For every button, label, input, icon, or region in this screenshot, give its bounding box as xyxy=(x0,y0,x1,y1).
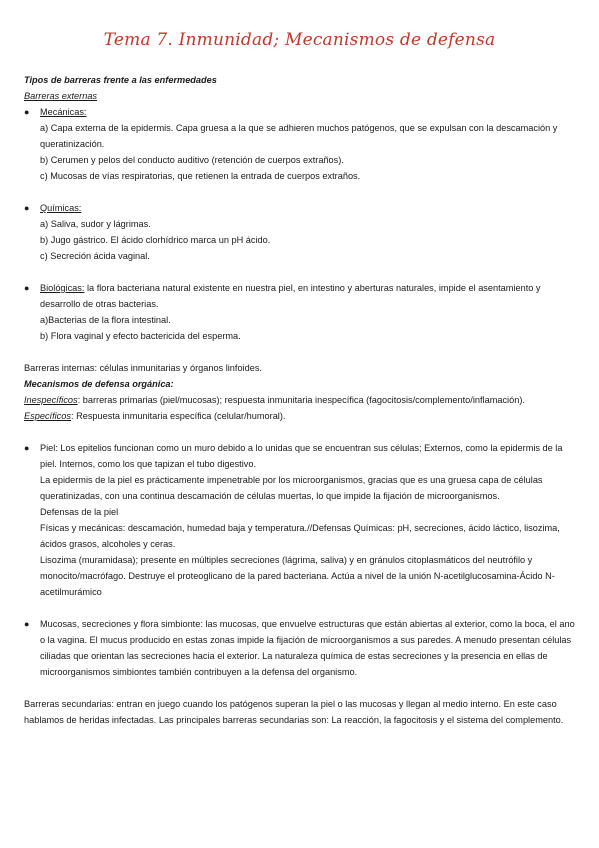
mecanicas-item-a: a) Capa externa de la epidermis. Capa gruesa a la que se adhieren muchos patógenos, que se expulsan con la descamación y queratinización. xyxy=(40,123,558,149)
quimicas-item-b: b) Jugo gástrico. El ácido clorhídrico marca un pH ácido. xyxy=(40,235,271,245)
quimicas-item-c: c) Secreción ácida vaginal. xyxy=(40,251,150,261)
especificos-line xyxy=(24,408,579,424)
barreras-secundarias-paragraph: Barreras secundarias: entran en juego cuando los patógenos superan la piel o las mucosas y llegan al medio interno. En este caso hablamos de heridas infectadas. Las principales barreras secundarias son: La reacción, la fagocitosis y el sistema del complemento. xyxy=(24,699,564,725)
list-item-biologicas xyxy=(24,280,579,344)
piel-paragraph-5: Lisozima (muramidasa); presente en múltiples secreciones (lágrima, saliva) y en gránulos citoplasmáticos del neutrófilo y monocito/macrófago. Destruye el proteoglicano de la pared bacteriana. Actúa a nivel de la unión N-acetilglucosamina-Ácido N-acetilmurámico xyxy=(40,555,555,597)
list-item-piel xyxy=(24,440,579,600)
inespecificos-line xyxy=(24,392,579,408)
especificos-text: : Respuesta inmunitaria específica (celular/humoral). xyxy=(70,411,286,421)
barreras-internas: Barreras internas: células inmunitarias y órganos linfoides. xyxy=(24,363,262,373)
quimicas-item-a: a) Saliva, sudor y lágrimas. xyxy=(40,219,151,229)
mecanicas-item-b: b) Cerumen y pelos del conducto auditivo (retención de cuerpos extraños). xyxy=(40,155,344,165)
biologicas-item-b: b) Flora vaginal y efecto bactericida del esperma. xyxy=(40,331,241,341)
list-item-quimicas xyxy=(24,200,579,264)
biologicas-paragraph xyxy=(40,280,579,312)
label-biologicas: Biológicas: xyxy=(40,283,85,293)
mucosas-paragraph: Mucosas, secreciones y flora simbionte: las mucosas, que envuelve estructuras que están abiertas al exterior, como la boca, el ano o la vagina. El mucus producido en estas zonas impide la fijación de microorganismos a sus paredes. A menudo presentan células ciliadas que orientan las secreciones hacia el exterior. La naturaleza química de estas secreciones y la presencia en ellas de microorganismos simbiontes también contribuyen a la defensa del organismo. xyxy=(40,619,575,677)
piel-paragraph-1: Piel: Los epitelios funcionan como un muro debido a lo unidas que se encuentran sus células; Externos, como la epidermis de la piel. Internos, como los que tapizan el tubo digestivo. xyxy=(40,443,563,469)
bullet-icon: ● xyxy=(24,619,30,629)
label-inespecificos: Inespecíficos xyxy=(24,395,78,405)
document-body xyxy=(24,72,579,728)
label-quimicas: Químicas: xyxy=(40,203,82,213)
bullet-icon: ● xyxy=(24,283,30,293)
section-heading-barreras: Tipos de barreras frente a las enfermedades xyxy=(24,75,217,85)
page-title: Tema 7. Inmunidad; Mecanismos de defensa xyxy=(103,30,496,50)
mecanicas-item-c: c) Mucosas de vías respiratorias, que retienen la entrada de cuerpos extraños. xyxy=(40,171,361,181)
biologicas-item-a: a)Bacterias de la flora intestinal. xyxy=(40,315,171,325)
subheading-barreras-externas: Barreras externas xyxy=(24,91,98,101)
label-especificos: Específicos xyxy=(24,411,71,421)
list-item-mucosas xyxy=(24,616,579,680)
section-heading-mecanismos: Mecanismos de defensa orgánica: xyxy=(24,379,174,389)
list-item-mecanicas xyxy=(24,104,579,184)
biologicas-text: la flora bacteriana natural existente en nuestra piel, en intestino y aberturas naturales, impide el asentamiento y desarrollo de otras bacterias. xyxy=(40,283,541,309)
label-mecanicas: Mecánicas: xyxy=(40,107,87,117)
piel-paragraph-3: Defensas de la piel xyxy=(40,507,119,517)
inespecificos-text: : barreras primarias (piel/mucosas); respuesta inmunitaria inespecífica (fagocitosis/complemento/inflamación). xyxy=(77,395,525,405)
bullet-icon: ● xyxy=(24,107,30,117)
piel-paragraph-4: Físicas y mecánicas: descamación, humedad baja y temperatura.//Defensas Químicas: pH, secreciones, ácido láctico, lisozima, ácidos grasos, alcoholes y ceras. xyxy=(40,523,560,549)
bullet-icon: ● xyxy=(24,443,30,453)
bullet-icon: ● xyxy=(24,203,30,213)
piel-paragraph-2: La epidermis de la piel es prácticamente impenetrable por los microorganismos, gracias que es una gruesa capa de células queratinizadas, con una continua descamación de células muertas, lo que impide la fijación de microorganismos. xyxy=(40,475,543,501)
